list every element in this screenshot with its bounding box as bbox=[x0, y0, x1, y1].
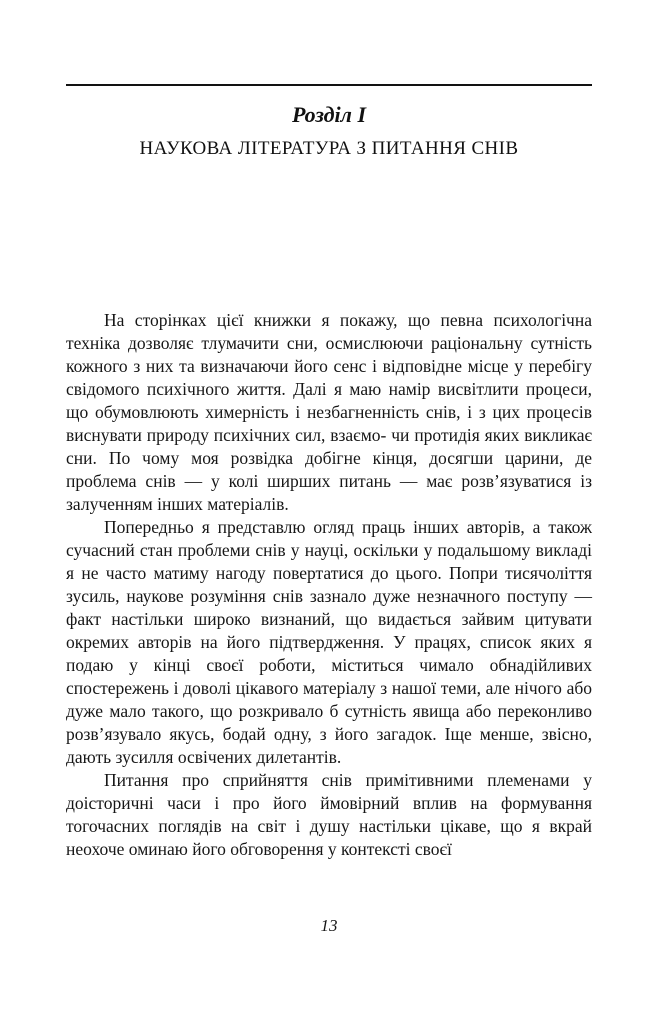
chapter-label: Розділ I bbox=[291, 102, 367, 127]
paragraph: На сторінках цієї книжки я покажу, що певна психологічна техніка дозволяє тлумачити сни, осмислюючи раціональну сутність кожного з них та визначаючи його сенс і відповідне місце у перебігу свідомого психічного життя. Далі я маю намір висвітлити процеси, що обумовлюють химерність і незбагненність снів, і з цих процесів виснувати природу психічних сил, взаємо- чи протидія яких викликає сни. По чому моя розвідка добігне кінця, досягши царини, де проблема снів — у колі ширших питань — має розв’язуватися із залученням інших матеріалів. bbox=[66, 310, 592, 514]
body-text bbox=[66, 309, 592, 861]
header-rule bbox=[66, 84, 592, 86]
chapter-title: НАУКОВА ЛІТЕРАТУРА З ПИТАННЯ СНІВ bbox=[139, 138, 519, 159]
paragraph: Попередньо я представлю огляд праць інших авторів, а також сучасний стан проблеми снів у науці, оскільки у подальшому викладі я не часто матиму нагоду повертатися до цього. Попри тисячоліття зусиль, наукове розуміння снів зазнало дуже незначного поступу — факт настільки широко визнаний, що видається зайвим цитувати окремих авторів на його підтвердження. У працях, список яких я подаю у кінці своєї роботи, міститься чимало обнадійливих спостережень і доволі цікавого матеріалу з нашої теми, але нічого або дуже мало такого, що розкривало б сутність явища або переконливо розв’язувало якусь, бодай одну, з його загадок. Іще менше, звісно, дають зусилля освічених дилетантів. bbox=[66, 517, 592, 767]
page-number: 13 bbox=[320, 916, 338, 935]
paragraph: Питання про сприйняття снів примітивними племенами у доісторичні часи і про його ймовірний вплив на формування тогочасних поглядів на світ і душу настільки цікаве, що я вкрай неохоче оминаю його обговорення у контексті своєї bbox=[66, 770, 592, 859]
